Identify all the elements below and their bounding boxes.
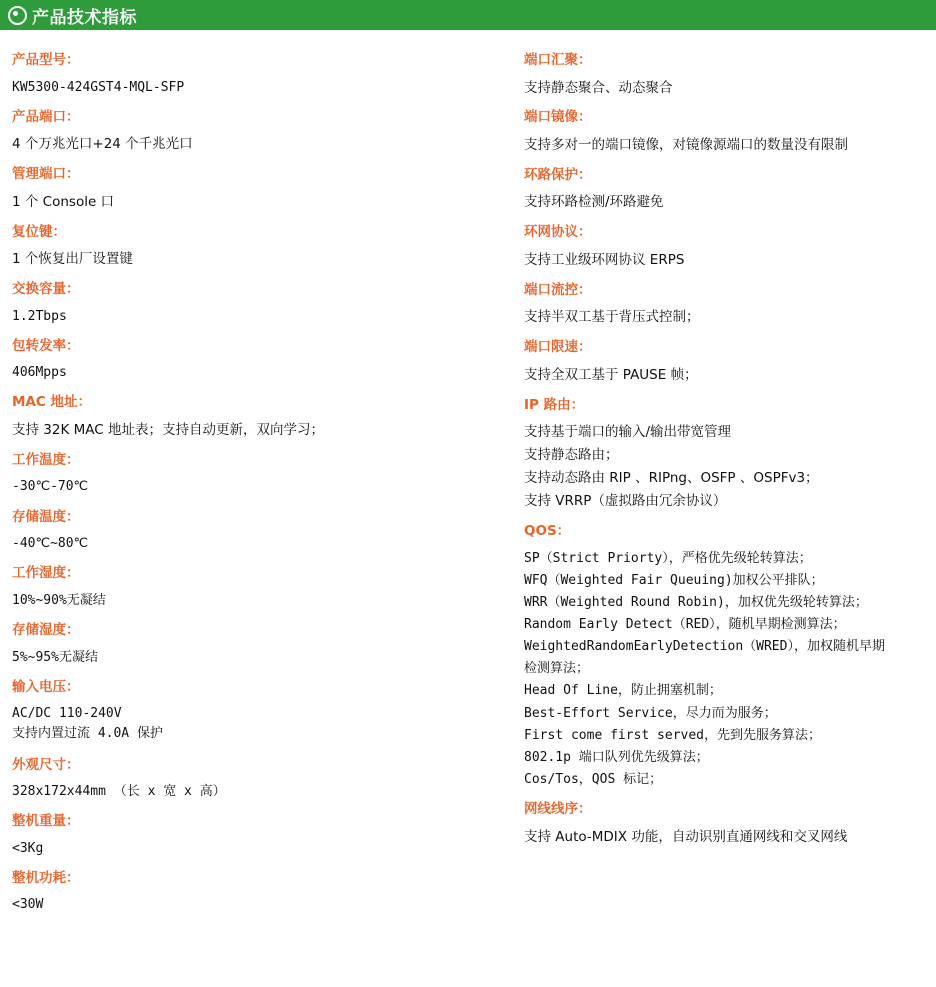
spec-item-ring-protocol — [524, 224, 936, 270]
spec-value: 支持基于端口的输入/输出带宽管理 — [524, 424, 732, 441]
spec-label: 工作温度： — [12, 451, 80, 468]
spec-label: 工作湿度： — [12, 565, 80, 582]
spec-value: 支持 VRRP（虚拟路由冗余协议） — [524, 493, 727, 510]
spec-label: 存储湿度： — [12, 622, 80, 638]
spec-label: 环网协议： — [524, 224, 592, 241]
spec-item-management-port — [12, 166, 512, 212]
spec-item-cable-order — [524, 801, 936, 847]
page-title: 产品技术指标 — [32, 7, 137, 28]
spec-item-operating-humidity — [12, 565, 512, 611]
spec-item-reset-key — [12, 224, 512, 270]
spec-value: <30W — [12, 897, 44, 913]
spec-item-weight — [12, 813, 512, 859]
spec-label: 产品型号： — [12, 52, 80, 68]
spec-item-mac-address — [12, 394, 512, 440]
spec-item-rate-limiting — [524, 339, 936, 385]
spec-label: 端口限速： — [524, 339, 592, 356]
spec-item-model — [12, 52, 512, 98]
spec-value: 328x172x44mm （长 x 宽 x 高） — [12, 784, 226, 800]
spec-label: 端口汇聚： — [524, 52, 592, 68]
spec-value: 5%~95%无凝结 — [12, 649, 98, 665]
spec-value: KW5300-424GST4-MQL-SFP — [12, 79, 185, 95]
spec-item-power-consumption — [12, 870, 512, 916]
spec-label: 环路保护： — [524, 166, 592, 183]
spec-value: 支持全双工基于 PAUSE 帧； — [524, 366, 698, 383]
spec-item-forwarding-rate — [12, 338, 512, 384]
spec-column-left — [0, 52, 512, 927]
spec-label: 外观尺寸： — [12, 756, 80, 773]
spec-value: AC/DC 110-240V — [12, 706, 122, 722]
spec-label: 输入电压： — [12, 678, 80, 695]
spec-label: 包转发率： — [12, 337, 80, 354]
spec-item-ip-routing — [524, 397, 936, 512]
spec-value: Cos/Tos，QOS 标记； — [524, 772, 663, 787]
spec-item-flow-control — [524, 282, 936, 328]
spec-columns — [0, 30, 936, 927]
spec-value: 4 个万兆光口+24 个千兆光口 — [12, 136, 193, 153]
spec-item-input-voltage — [12, 679, 512, 745]
spec-label: 端口流控： — [524, 281, 592, 298]
spec-value: 支持动态路由 RIP 、RIPng、OSFP 、OSPFv3； — [524, 470, 819, 487]
spec-value: 支持多对一的端口镜像，对镜像源端口的数量没有限制 — [524, 137, 848, 154]
spec-value: <3Kg — [12, 840, 44, 856]
spec-label: 产品端口： — [12, 108, 80, 125]
spec-value: 支持内置过流 4.0A 保护 — [12, 726, 163, 742]
spec-label: IP 路由： — [524, 396, 585, 413]
spec-value: WRR（Weighted Round Robin)，加权优先级轮转算法； — [524, 594, 868, 610]
spec-value: Random Early Detect（RED），随机早期检测算法； — [524, 617, 846, 633]
spec-item-dimensions — [12, 757, 512, 803]
spec-item-loop-protection — [524, 167, 936, 213]
spec-value: 1.2Tbps — [12, 308, 67, 324]
spec-value: 支持静态聚合、动态聚合 — [524, 79, 673, 96]
spec-item-storage-temperature — [12, 509, 512, 555]
spec-value: Head Of Line，防止拥塞机制； — [524, 683, 722, 699]
spec-label: 整机功耗： — [12, 869, 80, 886]
spec-label: 整机重量： — [12, 813, 80, 830]
spec-label: 端口镜像： — [524, 109, 592, 126]
spec-label: MAC 地址： — [12, 394, 91, 411]
spec-label: 管理端口： — [12, 166, 80, 183]
spec-item-link-aggregation — [524, 52, 936, 98]
spec-value: 10%~90%无凝结 — [12, 592, 106, 608]
spec-value: 支持 Auto-MDIX 功能，自动识别直通网线和交叉网线 — [524, 828, 848, 845]
spec-value: 支持半双工基于背压式控制； — [524, 309, 700, 326]
spec-value: -40℃~80℃ — [12, 536, 89, 552]
spec-value: 802.1p 端口队列优先级算法； — [524, 749, 709, 765]
spec-value: -30℃-70℃ — [12, 479, 89, 495]
spec-value: 支持环路检测/环路避免 — [524, 194, 664, 211]
spec-item-switching-capacity — [12, 281, 512, 327]
spec-value: 支持 32K MAC 地址表；支持自动更新，双向学习； — [12, 422, 324, 439]
spec-value: SP（Strict Priorty），严格优先级轮转算法； — [524, 550, 812, 566]
spec-label: 存储温度： — [12, 508, 80, 525]
spec-value: 支持静态路由； — [524, 447, 619, 464]
section-header — [0, 0, 936, 30]
spec-value: 1 个恢复出厂设置键 — [12, 251, 133, 268]
spec-item-ports — [12, 109, 512, 155]
spec-label: QOS： — [524, 523, 571, 540]
spec-label: 交换容量： — [12, 281, 80, 298]
spec-value: WeightedRandomEarlyDetection（WRED），加权随机早期 — [524, 639, 885, 655]
spec-value: First come first served，先到先服务算法； — [524, 727, 822, 743]
spec-label: 网线线序： — [524, 801, 592, 818]
spec-value: Best-Effort Service，尽力而为服务； — [524, 705, 777, 721]
spec-value: 支持工业级环网协议 ERPS — [524, 251, 685, 268]
spec-item-storage-humidity — [12, 622, 512, 668]
spec-value: 406Mpps — [12, 365, 67, 381]
target-circle-icon — [8, 6, 27, 25]
spec-item-qos — [524, 523, 936, 790]
spec-value: WFQ（Weighted Fair Queuing)加权公平排队； — [524, 572, 824, 588]
spec-label: 复位键： — [12, 223, 66, 240]
spec-value: 1 个 Console 口 — [12, 193, 115, 210]
spec-item-operating-temperature — [12, 452, 512, 498]
spec-column-right — [512, 52, 936, 927]
spec-value: 检测算法； — [524, 661, 590, 677]
spec-item-port-mirroring — [524, 109, 936, 155]
